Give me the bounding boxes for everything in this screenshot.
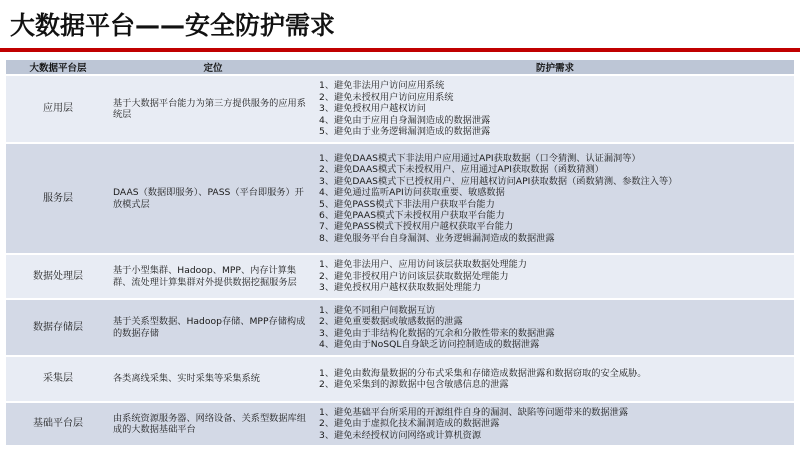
list-item-text: 避免非法用户、应用访问该层获取数据处理能力 [334, 259, 527, 271]
list-item [319, 126, 791, 137]
list-item-text: 避免DAAS模式下已授权用户、应用越权访问API获取数据（函数猜测、参数注入等） [334, 175, 678, 187]
needs-list [319, 80, 791, 137]
list-item-number: 5、 [319, 198, 335, 210]
list-item-number: 3、 [319, 175, 335, 187]
layer-name-cell: 采集层 [6, 356, 110, 402]
needs-list [319, 153, 791, 244]
title-underline [0, 48, 800, 52]
list-item-number: 3、 [319, 429, 335, 441]
list-item-text: 避免由于虚拟化技术漏洞造成的数据泄露 [334, 418, 500, 430]
list-item-text: 避免由于应用自身漏洞造成的数据泄露 [334, 114, 491, 126]
list-item [319, 339, 791, 350]
table-row [6, 254, 794, 299]
list-item [319, 233, 791, 244]
list-item [319, 305, 791, 316]
list-item-number: 2、 [319, 91, 335, 103]
header-needs: 防护需求 [316, 60, 794, 75]
list-item [319, 176, 791, 187]
list-item-text: 避免基础平台所采用的开源组件自身的漏洞、缺陷等问题带来的数据泄露 [334, 406, 629, 418]
list-item-number: 5、 [319, 126, 335, 138]
list-item-number: 6、 [319, 209, 335, 221]
table-row [6, 143, 794, 254]
list-item-text: 避免非法用户访问应用系统 [334, 80, 445, 92]
list-item [319, 221, 791, 232]
list-item [319, 115, 791, 126]
list-item-number: 2、 [319, 270, 335, 282]
position-cell: 基于大数据平台能力为第三方提供服务的应用系统层 [110, 75, 316, 143]
list-item [319, 316, 791, 327]
list-item-number: 1、 [319, 367, 335, 379]
list-item-number: 1、 [319, 80, 335, 92]
list-item [319, 282, 791, 293]
table-row [6, 356, 794, 402]
position-cell: 由系统资源服务器、网络设备、关系型数据库组成的大数据基础平台 [110, 402, 316, 446]
list-item-text: 避免PAAS模式下未授权用户获取平台能力 [334, 209, 505, 221]
header-layer: 大数据平台层 [6, 60, 110, 75]
position-cell: 基于小型集群、Hadoop、MPP、内存计算集群、流处理计算集群对外提供数据挖掘服务层 [110, 254, 316, 299]
security-requirements-table [6, 60, 794, 447]
list-item-number: 4、 [319, 114, 335, 126]
list-item [319, 271, 791, 282]
list-item-text: 避免采集到的源数据中包含敏感信息的泄露 [334, 379, 509, 390]
list-item-text: 避免DAAS模式下未授权用户、应用通过API获取数据（函数猜测） [334, 164, 604, 176]
position-cell: DAAS（数据即服务）、PASS（平台即服务）开放模式层 [110, 143, 316, 254]
list-item-number: 2、 [319, 316, 335, 328]
position-cell: 基于关系型数据、Hadoop存储、MPP存储构成的数据存储 [110, 299, 316, 356]
list-item-text: 避免授权用户越权访问 [334, 103, 426, 115]
needs-cell [316, 402, 794, 446]
list-item-number: 1、 [319, 152, 335, 164]
table-row [6, 402, 794, 446]
table-row [6, 75, 794, 143]
list-item-text: 避免未授权用户访问应用系统 [334, 91, 454, 103]
list-item [319, 80, 791, 91]
list-item [319, 187, 791, 198]
list-item [319, 259, 791, 270]
list-item-text: 避免DAAS模式下非法用户应用通过API获取数据（口令猜测、认证漏洞等） [334, 152, 641, 164]
list-item [319, 199, 791, 210]
list-item [319, 164, 791, 175]
list-item [319, 430, 791, 441]
needs-list [319, 259, 791, 293]
list-item [319, 210, 791, 221]
list-item-text: 避免由数海量数据的分布式采集和存储造成数据泄露和数据窃取的安全威胁。 [334, 367, 647, 379]
list-item-number: 3、 [319, 282, 335, 294]
list-item-text: 避免通过监听API访问获取重要、敏感数据 [334, 187, 505, 199]
list-item-text: 避免服务平台自身漏洞、业务逻辑漏洞造成的数据泄露 [334, 232, 555, 244]
list-item-number: 1、 [319, 304, 335, 316]
needs-cell [316, 356, 794, 402]
layer-name-cell: 应用层 [6, 75, 110, 143]
needs-list [319, 368, 791, 391]
list-item-number: 1、 [319, 406, 335, 418]
list-item-number: 4、 [319, 338, 335, 350]
list-item [319, 153, 791, 164]
list-item-text: 避免由于非结构化数据的冗余和分散性带来的数据泄露 [334, 327, 555, 339]
list-item-text: 避免不同租户间数据互访 [334, 304, 436, 316]
list-item-text: 避免PASS模式下非法用户获取平台能力 [334, 198, 495, 210]
list-item-number: 4、 [319, 187, 335, 199]
list-item-text: 避免重要数据或敏感数据的泄露 [334, 316, 463, 328]
needs-list [319, 407, 791, 441]
list-item-text: 避免非授权用户访问该层获取数据处理能力 [334, 270, 509, 282]
list-item-number: 1、 [319, 259, 335, 271]
list-item [319, 92, 791, 103]
list-item [319, 368, 791, 379]
layer-name-cell: 服务层 [6, 143, 110, 254]
needs-cell [316, 143, 794, 254]
position-cell: 各类离线采集、实时采集等采集系统 [110, 356, 316, 402]
list-item-number: 2、 [319, 418, 335, 430]
list-item-number: 3、 [319, 103, 335, 115]
list-item-text: 避免授权用户越权获取数据处理能力 [334, 282, 482, 294]
list-item-number: 8、 [319, 232, 335, 244]
layer-name-cell: 数据存储层 [6, 299, 110, 356]
list-item [319, 418, 791, 429]
list-item-number: 2、 [319, 164, 335, 176]
list-item-text: 避免由于NoSQL自身缺乏访问控制造成的数据泄露 [334, 338, 540, 350]
list-item-text: 避免PASS模式下授权用户越权获取平台能力 [334, 221, 514, 233]
needs-cell [316, 75, 794, 143]
header-position: 定位 [110, 60, 316, 75]
slide-title: 大数据平台——安全防护需求 [10, 11, 336, 40]
list-item [319, 379, 791, 390]
list-item-number: 3、 [319, 327, 335, 339]
needs-cell [316, 254, 794, 299]
list-item-text: 避免由于业务逻辑漏洞造成的数据泄露 [334, 126, 491, 138]
layer-name-cell: 基础平台层 [6, 402, 110, 446]
list-item [319, 407, 791, 418]
list-item-text: 避免未经授权访问网络或计算机资源 [334, 429, 482, 441]
layer-name-cell: 数据处理层 [6, 254, 110, 299]
list-item [319, 328, 791, 339]
table-body [6, 75, 794, 446]
table-header-row [6, 60, 794, 75]
list-item [319, 103, 791, 114]
needs-list [319, 305, 791, 351]
needs-cell [316, 299, 794, 356]
list-item-number: 7、 [319, 221, 335, 233]
table-row [6, 299, 794, 356]
list-item-number: 2、 [319, 379, 335, 390]
